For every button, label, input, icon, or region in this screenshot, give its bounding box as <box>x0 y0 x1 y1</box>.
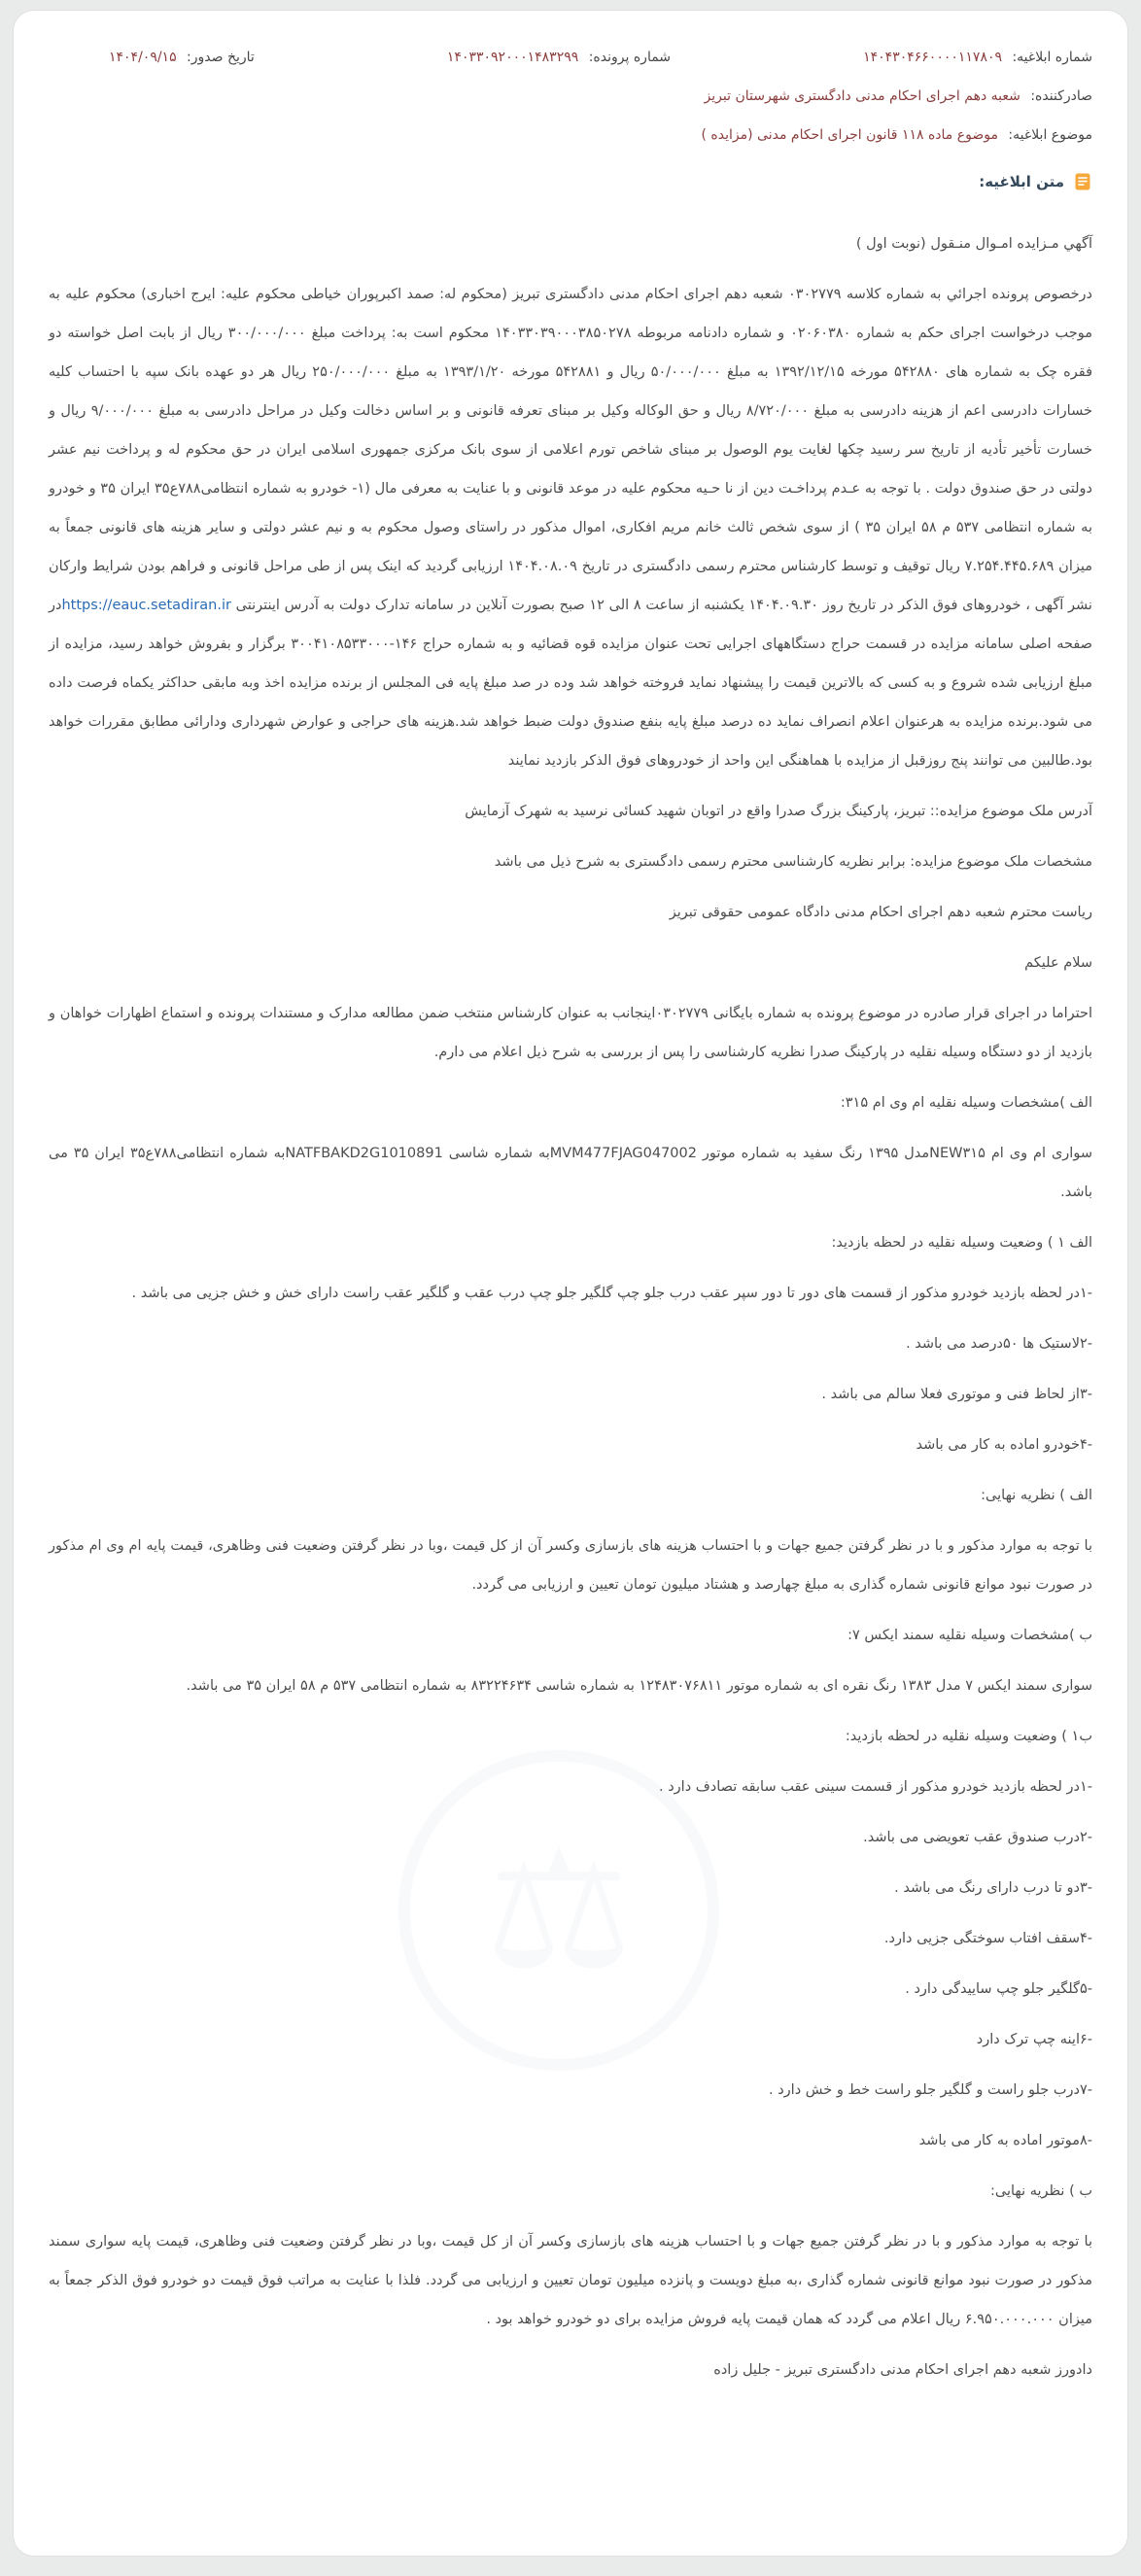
notice-text-label: متن ابلاغیه: <box>979 173 1064 190</box>
notice-paragraph: -۲لاستیک ها ۵۰درصد می باشد . <box>906 1336 1092 1352</box>
setadiran-auction-link[interactable]: https://eauc.setadiran.ir <box>61 598 231 613</box>
case-number-value: ۱۴۰۳۳۰۹۲۰۰۰۱۴۸۳۲۹۹ <box>446 50 579 65</box>
notice-paragraph <box>49 275 1092 780</box>
notification-number-field <box>863 38 1092 77</box>
notification-card <box>13 10 1128 2557</box>
paragraph-text: در صفحه اصلی سامانه مزایده در قسمت حراج دستگاههای اجرایی تحت عنوان مزایده قوه قضائیه و به شماره حراج ۱۴۶-۳۰۰۴۱۰۸۵۳۳۰۰۰ برگزار و بفروش خواهد رسید، مزایده از مبلغ ارزیابی شده شروع و به کسی که بالاترین قیمت را پیشنهاد نماید فروخته خواهد شد وده در صد مبلغ پایه فی المجلس از برنده مزایده اخذ وبه مابقی حداکثر یکماه فرصت داده می شود.برنده مزایده به هرعنوان اعلام انصراف نماید ده درصد مبلغ پایه بنفع صندوق دولت ضبط خواهد شد.هزینه های حراجی و عوارض شهرداری ودارائی مطابق مقررات خواهد بود.طالبین می توانند پنج روزقبل از مزایده با هماهنگی این واحد از خودروهای فوق الذکر بازدید نمایند <box>49 598 1092 769</box>
notice-paragraph: -۲درب صندوق عقب تعویضی می باشد. <box>863 1830 1092 1845</box>
notice-paragraph: -۴خودرو اماده به کار می باشد <box>916 1437 1092 1453</box>
notice-paragraph: ب ) نظریه نهایی: <box>989 2183 1092 2199</box>
case-number-label: شماره پرونده: <box>588 50 672 65</box>
notice-paragraph: ریاست محترم شعبه دهم اجرای احکام مدنی دادگاه عمومی حقوقی تبریز <box>669 905 1092 920</box>
subject-row <box>49 116 1092 155</box>
notice-paragraph: آدرس ملک موضوع مزایده:: تبریز، پارکینگ بزرگ صدرا واقع در اتوبان شهید کسائی نرسید به شهرک آزمایش <box>465 804 1092 819</box>
notice-paragraph: -۴سقف افتاب سوختگی جزیی دارد. <box>883 1931 1092 1946</box>
meta-row-top <box>49 38 1092 77</box>
issuer-row <box>49 77 1092 116</box>
notice-paragraph: دادورز شعبه دهم اجرای احکام مدنی دادگستری تبریز - جلیل زاده <box>713 2362 1092 2378</box>
notice-paragraph: -۳از لحاظ فنی و موتوری فعلا سالم می باشد . <box>821 1387 1092 1402</box>
issuer-value: شعبه دهم اجرای احکام مدنی دادگستری شهرستان تبریز <box>704 88 1020 104</box>
notice-paragraph: -۸موتور اماده به کار می باشد <box>918 2133 1092 2148</box>
notice-paragraph: مشخصات ملک موضوع مزایده: برابر نظریه کارشناسی محترم رسمی دادگستری به شرح ذیل می باشد <box>494 854 1092 870</box>
notice-paragraph: -۵گلگیر جلو چپ ساییدگی دارد . <box>905 1981 1092 1997</box>
notice-paragraph: سلام علیکم <box>1024 955 1092 971</box>
issue-date-label: تاریخ صدور: <box>187 50 255 65</box>
notification-page <box>0 10 1141 2557</box>
subject-label: موضوع ابلاغیه: <box>1008 127 1092 143</box>
notice-paragraph: الف ۱ ) وضعیت وسیله نقلیه در لحظه بازدید: <box>831 1235 1092 1251</box>
judiciary-watermark: ⚖ <box>398 1750 719 2071</box>
notice-paragraph: سواری سمند ایکس ۷ مدل ۱۳۸۳ رنگ نقره ای به شماره موتور ۱۲۴۸۳۰۷۶۸۱۱ به شماره شاسی ۸۳۲۲۴۶۳۴ به شماره انتظامی ۵۳۷ م ۵۸ ایران ۳۵ می باشد. <box>186 1678 1092 1694</box>
issue-date-value: ۱۴۰۴/۰۹/۱۵ <box>109 50 177 65</box>
notice-paragraph: الف )مشخصات وسیله نقلیه ام وی ام ۳۱۵: <box>840 1095 1092 1111</box>
notice-paragraph: -۷درب جلو راست و گلگیر جلو راست خط و خش دارد . <box>768 2082 1092 2098</box>
notice-paragraph: با توجه به موارد مذکور و با در نظر گرفتن جمیع جهات و با احتساب هزینه های بازسازی وکسر آن از کل قیمت ،وبا در نظر گرفتن وضعیت فنی وظاهری، قیمت پایه سواری سمند مذکور در صورت نبود موانع قانونی شماره گذاری ،به مبلغ دویست و پانزده میلیون تومان تعیین و ارزیابی می گردد. فلذا با عنایت به مراتب فوق قیمت دو خودرو فوق الذکر جمعاً به میزان ۶.۹۵۰.۰۰۰.۰۰۰ ریال اعلام می گردد که همان قیمت پایه فروش مزایده برای دو خودرو خواهد بود . <box>49 2234 1092 2327</box>
notification-number-value: ۱۴۰۴۳۰۴۶۶۰۰۰۰۱۱۷۸۰۹ <box>863 50 1002 65</box>
notification-number-label: شماره ابلاغیه: <box>1012 50 1092 65</box>
notice-text-header <box>49 170 1092 193</box>
notice-paragraph: آگهي مـزايده امـوال منـقول (نوبت اول ) <box>855 236 1092 252</box>
notice-body <box>49 224 1092 2389</box>
issuer-label: صادرکننده: <box>1030 88 1092 104</box>
notice-document-icon <box>1073 172 1092 191</box>
issue-date-field <box>109 38 255 77</box>
subject-value: موضوع ماده ۱۱۸ قانون اجرای احکام مدنی (مزایده ) <box>701 127 998 143</box>
notice-paragraph: الف ) نظریه نهایی: <box>981 1488 1092 1503</box>
notice-paragraph: -۱در لحظه بازدید خودرو مذکور از قسمت های دور تا دور سپر عقب درب جلو چپ گلگیر جلو چپ درب عقب و گلگیر عقب راست دارای خش و خش جزیی می باشد . <box>131 1286 1092 1301</box>
notice-paragraph: ب )مشخصات وسیله نقلیه سمند ایکس ۷: <box>847 1628 1092 1643</box>
notice-paragraph: با توجه به موارد مذکور و با در نظر گرفتن جمیع جهات و با احتساب هزینه های بازسازی وکسر آن از کل قیمت ،وبا در نظر گرفتن وضعیت فنی وظاهری، قیمت پایه ام وی ام مذکور در صورت نبود موانع قانونی شماره گذاری به مبلغ چهارصد و هشتاد میلیون تومان تعیین و ارزیابی می گردد. <box>49 1538 1092 1593</box>
notice-paragraph: احتراما در اجرای قرار صادره در موضوع پرونده به شماره بایگانی ۰۳۰۲۷۷۹اینجانب به عنوان کارشناس منتخب ضمن مطالعه مدارک و مستندات پرونده و استماع اظهارات خواهان و بازدید از دو دستگاه وسیله نقلیه در پارکینگ صدرا نظریه کارشناسی را پس از بررسی به شرح ذیل اعلام می دارم. <box>49 1006 1092 1060</box>
case-number-field <box>447 38 671 77</box>
paragraph-text: درخصوص پرونده اجرائي به شماره کلاسه ۰۳۰۲۷۷۹ شعبه دهم اجرای احکام مدنی دادگستری تبریز (محکوم له: صمد اکبرپوران خیاطی محکوم علیه: ایرج اخباری) محکوم علیه به موجب درخواست اجرای حکم به شماره ۰۲۰۶۰۳۸۰ و شماره دادنامه مربوطه ۱۴۰۳۳۰۳۹۰۰۰۳۸۵۰۲۷۸ محکوم است به: پرداخت مبلغ ۳۰۰/۰۰۰/۰۰۰ ریال از بابت اصل خواسته دو فقره چک به شماره های ۵۴۲۸۸۰ مورخه ۱۳۹۲/۱۲/۱۵ به مبلغ ۵۰/۰۰۰/۰۰۰ ریال و ۵۴۲۸۸۱ مورخه ۱۳۹۳/۱/۲۰ به مبلغ ۲۵۰/۰۰۰/۰۰۰ ریال هر دو عهده بانک سپه با احتساب کلیه خسارات دادرسی اعم از هزینه دادرسی به مبلغ ۸/۷۲۰/۰۰۰ ریال و حق الوکاله وکیل بر مبنای تعرفه قانونی و بر اساس دخالت وکیل در مراحل دادرسی به مبلغ ۹/۰۰۰/۰۰۰ ریال و خسارت تأخیر تأدیه از تاریخ سر رسید چکها لغایت یوم الوصول بر مبنای شاخص تورم اعلامی از سوی بانک مرکزی جمهوری اسلامی ایران در حق محکوم له و پرداخت نیم عشر دولتی در حق صندوق دولت . با توجه به عـدم پرداخـت دین از نا حـیه محکوم علیه در موعد قانونی و با عنایت به معرفی مال (۱- خودرو به شماره انتظامی۷۸۸ع۳۵ ایران ۳۵ و خودرو به شماره انتظامی ۵۳۷ م ۵۸ ایران ۳۵ ) از سوی شخص ثالث خانم مریم افکاری، اموال مذکور در راستای وصول محکوم به و نیم عشر دولتی و سایر هزینه های قانونی جمعاً به میزان ۷.۲۵۴.۴۴۵.۶۸۹ ریال توقیف و توسط کارشناس محترم رسمی دادگستری در تاریخ ۱۴۰۴.۰۸.۰۹ ارزیابی گردید که اینک پس از طی مراحل قانونی و فراهم بودن شرایط وارکان نشر آگهی ، خودروهای فوق الذکر در تاریخ روز ۱۴۰۴.۰۹.۳۰ یکشنبه از ساعت ۸ الی ۱۲ صبح بصورت آنلاین در سامانه تدارک دولت به آدرس اینترنتی <box>49 287 1093 613</box>
notice-paragraph: -۱در لحظه بازدید خودرو مذکور از قسمت سینی عقب سابقه تصادف دارد . <box>658 1779 1092 1795</box>
notice-paragraph: -۳دو تا درب دارای رنگ می باشد . <box>894 1880 1092 1896</box>
notice-paragraph: سواری ام وی ام NEW۳۱۵مدل ۱۳۹۵ رنگ سفید به شماره موتور MVM477FJAG047002به شماره شاسی NATFBAKD2G1010891به شماره انتظامی۷۸۸ع۳۵ ایران ۳۵ می باشد. <box>49 1146 1092 1200</box>
notice-paragraph: -۶اینه چپ ترک دارد <box>976 2032 1092 2047</box>
notice-paragraph: ب۱ ) وضعیت وسیله نقلیه در لحظه بازدید: <box>845 1729 1092 1744</box>
